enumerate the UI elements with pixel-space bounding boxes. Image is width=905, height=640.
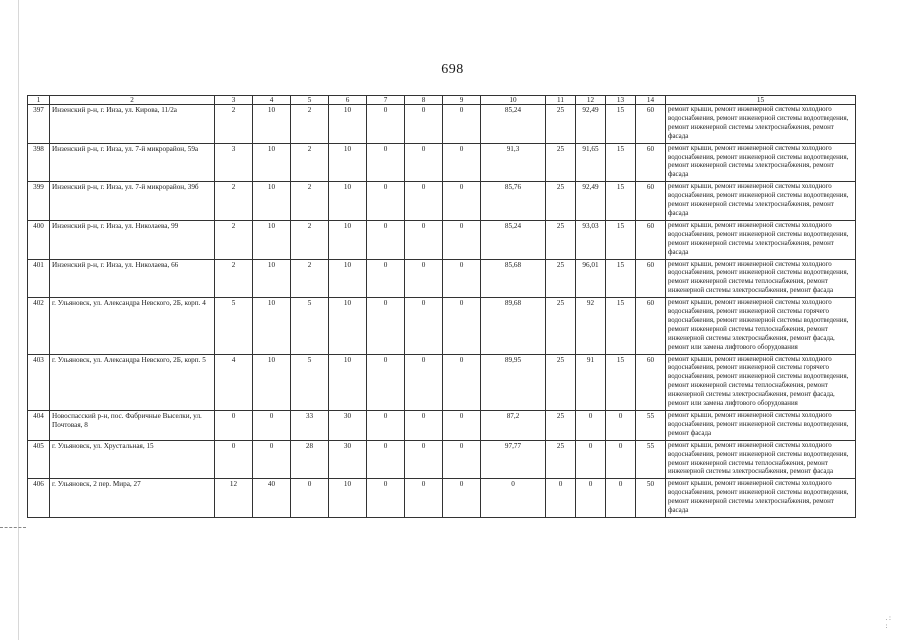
address-cell: Инзенский р-н, г. Инза, ул. Николаева, 99 <box>50 220 215 259</box>
col-9-cell: 0 <box>443 298 481 354</box>
col-6-cell: 30 <box>329 411 367 441</box>
column-header-8: 8 <box>405 96 443 105</box>
col-6-cell: 10 <box>329 220 367 259</box>
col-10-cell: 91,3 <box>481 143 546 182</box>
col-9-cell: 0 <box>443 105 481 144</box>
col-9-cell: 0 <box>443 143 481 182</box>
column-header-9: 9 <box>443 96 481 105</box>
col-13-cell: 0 <box>606 479 636 518</box>
col-5-cell: 28 <box>291 440 329 479</box>
column-header-6: 6 <box>329 96 367 105</box>
col-3-cell: 2 <box>215 259 253 298</box>
col-4-cell: 10 <box>253 354 291 410</box>
col-4-cell: 10 <box>253 298 291 354</box>
col-3-cell: 0 <box>215 411 253 441</box>
col-6-cell: 10 <box>329 143 367 182</box>
header-row <box>28 96 856 105</box>
table-row <box>28 411 856 441</box>
col-8-cell: 0 <box>405 411 443 441</box>
col-14-cell: 55 <box>636 440 666 479</box>
col-11-cell: 25 <box>546 220 576 259</box>
col-14-cell: 60 <box>636 220 666 259</box>
col-4-cell: 10 <box>253 220 291 259</box>
work-types-cell: ремонт крыши, ремонт инженерной системы холодного водоснабжения, ремонт инженерной системы водоотведения, ремонт инженерной системы электроснабжения, ремонт фасада <box>666 182 856 221</box>
col-11-cell: 25 <box>546 182 576 221</box>
col-12-cell: 91 <box>576 354 606 410</box>
column-header-3: 3 <box>215 96 253 105</box>
col-8-cell: 0 <box>405 259 443 298</box>
work-types-cell: ремонт крыши, ремонт инженерной системы холодного водоснабжения, ремонт инженерной системы водоотведения, ремонт инженерной системы электроснабжения, ремонт фасада <box>666 105 856 144</box>
col-12-cell: 0 <box>576 411 606 441</box>
col-13-cell: 15 <box>606 354 636 410</box>
table-row <box>28 105 856 144</box>
col-13-cell: 15 <box>606 143 636 182</box>
col-7-cell: 0 <box>367 220 405 259</box>
col-4-cell: 0 <box>253 411 291 441</box>
work-types-cell: ремонт крыши, ремонт инженерной системы холодного водоснабжения, ремонт инженерной системы водоотведения, ремонт инженерной системы электроснабжения, ремонт фасада <box>666 479 856 518</box>
col-9-cell: 0 <box>443 354 481 410</box>
col-8-cell: 0 <box>405 440 443 479</box>
col-14-cell: 60 <box>636 143 666 182</box>
address-cell: Инзенский р-н, г. Инза, ул. 7-й микрорайон, 59а <box>50 143 215 182</box>
row-number-cell: 398 <box>28 143 50 182</box>
col-4-cell: 0 <box>253 440 291 479</box>
col-11-cell: 25 <box>546 143 576 182</box>
address-cell: г. Ульяновск, 2 пер. Мира, 27 <box>50 479 215 518</box>
col-9-cell: 0 <box>443 259 481 298</box>
col-4-cell: 10 <box>253 143 291 182</box>
table-row <box>28 182 856 221</box>
col-3-cell: 12 <box>215 479 253 518</box>
col-5-cell: 2 <box>291 105 329 144</box>
col-13-cell: 15 <box>606 105 636 144</box>
col-9-cell: 0 <box>443 220 481 259</box>
table-row <box>28 354 856 410</box>
column-header-11: 11 <box>546 96 576 105</box>
row-number-cell: 402 <box>28 298 50 354</box>
col-9-cell: 0 <box>443 411 481 441</box>
column-header-7: 7 <box>367 96 405 105</box>
col-10-cell: 85,68 <box>481 259 546 298</box>
col-13-cell: 0 <box>606 440 636 479</box>
row-number-cell: 403 <box>28 354 50 410</box>
col-14-cell: 60 <box>636 298 666 354</box>
col-5-cell: 2 <box>291 182 329 221</box>
col-5-cell: 5 <box>291 298 329 354</box>
col-7-cell: 0 <box>367 143 405 182</box>
table-row <box>28 440 856 479</box>
col-11-cell: 25 <box>546 440 576 479</box>
col-11-cell: 0 <box>546 479 576 518</box>
col-4-cell: 10 <box>253 259 291 298</box>
col-8-cell: 0 <box>405 143 443 182</box>
col-11-cell: 25 <box>546 298 576 354</box>
col-5-cell: 0 <box>291 479 329 518</box>
col-3-cell: 3 <box>215 143 253 182</box>
col-7-cell: 0 <box>367 182 405 221</box>
col-14-cell: 60 <box>636 182 666 221</box>
col-11-cell: 25 <box>546 354 576 410</box>
address-cell: г. Ульяновск, ул. Александра Невского, 2Б, корп. 5 <box>50 354 215 410</box>
col-9-cell: 0 <box>443 479 481 518</box>
address-cell: г. Ульяновск, ул. Хрустальная, 15 <box>50 440 215 479</box>
column-header-14: 14 <box>636 96 666 105</box>
col-6-cell: 10 <box>329 105 367 144</box>
col-12-cell: 93,03 <box>576 220 606 259</box>
col-5-cell: 5 <box>291 354 329 410</box>
work-types-cell: ремонт крыши, ремонт инженерной системы холодного водоснабжения, ремонт инженерной системы водоотведения, ремонт инженерной системы электроснабжения, ремонт фасада <box>666 143 856 182</box>
corner-mark: . : : <box>885 614 891 630</box>
table-header <box>28 96 856 105</box>
col-13-cell: 15 <box>606 182 636 221</box>
col-8-cell: 0 <box>405 220 443 259</box>
col-7-cell: 0 <box>367 298 405 354</box>
col-11-cell: 25 <box>546 411 576 441</box>
col-14-cell: 60 <box>636 259 666 298</box>
row-number-cell: 406 <box>28 479 50 518</box>
col-14-cell: 55 <box>636 411 666 441</box>
table-row <box>28 259 856 298</box>
col-11-cell: 25 <box>546 105 576 144</box>
column-header-5: 5 <box>291 96 329 105</box>
col-9-cell: 0 <box>443 182 481 221</box>
col-6-cell: 10 <box>329 182 367 221</box>
col-6-cell: 10 <box>329 298 367 354</box>
col-12-cell: 92 <box>576 298 606 354</box>
col-12-cell: 92,49 <box>576 105 606 144</box>
col-10-cell: 89,68 <box>481 298 546 354</box>
work-types-cell: ремонт крыши, ремонт инженерной системы холодного водоснабжения, ремонт инженерной системы водоотведения, ремонт инженерной системы теплоснабжения, ремонт инженерной системы электроснабжения, ремонт фасада <box>666 440 856 479</box>
address-cell: Новоспасский р-н, пос. Фабричные Выселки, ул. Почтовая, 8 <box>50 411 215 441</box>
col-10-cell: 85,24 <box>481 105 546 144</box>
col-3-cell: 2 <box>215 220 253 259</box>
row-number-cell: 401 <box>28 259 50 298</box>
column-header-1: 1 <box>28 96 50 105</box>
row-number-cell: 397 <box>28 105 50 144</box>
col-5-cell: 33 <box>291 411 329 441</box>
column-header-12: 12 <box>576 96 606 105</box>
work-types-cell: ремонт крыши, ремонт инженерной системы холодного водоснабжения, ремонт инженерной системы водоотведения, ремонт инженерной системы электроснабжения, ремонт фасада <box>666 220 856 259</box>
col-7-cell: 0 <box>367 354 405 410</box>
col-13-cell: 15 <box>606 298 636 354</box>
row-number-cell: 405 <box>28 440 50 479</box>
col-5-cell: 2 <box>291 259 329 298</box>
col-4-cell: 10 <box>253 105 291 144</box>
row-number-cell: 399 <box>28 182 50 221</box>
col-9-cell: 0 <box>443 440 481 479</box>
work-types-cell: ремонт крыши, ремонт инженерной системы холодного водоснабжения, ремонт инженерной системы водоотведения, ремонт фасада <box>666 411 856 441</box>
col-13-cell: 0 <box>606 411 636 441</box>
address-cell: Инзенский р-н, г. Инза, ул. 7-й микрорайон, 39б <box>50 182 215 221</box>
col-8-cell: 0 <box>405 479 443 518</box>
work-types-cell: ремонт крыши, ремонт инженерной системы холодного водоснабжения, ремонт инженерной системы горячего водоснабжения, ремонт инженерной системы водоотведения, ремонт инженерной системы теплоснабжения, ремонт инженерной системы электроснабжения, ремонт фасада, ремонт или замена лифтового оборудования <box>666 354 856 410</box>
col-7-cell: 0 <box>367 479 405 518</box>
table-row <box>28 479 856 518</box>
col-14-cell: 60 <box>636 105 666 144</box>
address-cell: Инзенский р-н, г. Инза, ул. Николаева, 66 <box>50 259 215 298</box>
col-11-cell: 25 <box>546 259 576 298</box>
column-header-10: 10 <box>481 96 546 105</box>
col-5-cell: 2 <box>291 220 329 259</box>
row-number-cell: 404 <box>28 411 50 441</box>
address-cell: Инзенский р-н, г. Инза, ул. Кирова, 11/2а <box>50 105 215 144</box>
col-7-cell: 0 <box>367 259 405 298</box>
col-12-cell: 0 <box>576 440 606 479</box>
table-row <box>28 143 856 182</box>
col-3-cell: 4 <box>215 354 253 410</box>
column-header-2: 2 <box>50 96 215 105</box>
margin-dash <box>0 527 26 528</box>
col-10-cell: 87,2 <box>481 411 546 441</box>
col-8-cell: 0 <box>405 182 443 221</box>
col-10-cell: 85,24 <box>481 220 546 259</box>
col-12-cell: 91,65 <box>576 143 606 182</box>
col-12-cell: 0 <box>576 479 606 518</box>
row-number-cell: 400 <box>28 220 50 259</box>
col-10-cell: 97,77 <box>481 440 546 479</box>
table-body <box>28 105 856 518</box>
col-10-cell: 0 <box>481 479 546 518</box>
col-7-cell: 0 <box>367 105 405 144</box>
page-number: 698 <box>441 62 464 77</box>
address-cell: г. Ульяновск, ул. Александра Невского, 2Б, корп. 4 <box>50 298 215 354</box>
col-12-cell: 96,01 <box>576 259 606 298</box>
col-3-cell: 5 <box>215 298 253 354</box>
col-7-cell: 0 <box>367 440 405 479</box>
col-10-cell: 85,76 <box>481 182 546 221</box>
col-8-cell: 0 <box>405 298 443 354</box>
work-types-cell: ремонт крыши, ремонт инженерной системы холодного водоснабжения, ремонт инженерной системы горячего водоснабжения, ремонт инженерной системы водоотведения, ремонт инженерной системы теплоснабжения, ремонт инженерной системы электроснабжения, ремонт фасада, ремонт или замена лифтового оборудования <box>666 298 856 354</box>
col-7-cell: 0 <box>367 411 405 441</box>
col-3-cell: 2 <box>215 105 253 144</box>
col-6-cell: 30 <box>329 440 367 479</box>
table-row <box>28 298 856 354</box>
col-14-cell: 60 <box>636 354 666 410</box>
col-8-cell: 0 <box>405 105 443 144</box>
col-5-cell: 2 <box>291 143 329 182</box>
column-header-15: 15 <box>666 96 856 105</box>
col-8-cell: 0 <box>405 354 443 410</box>
col-6-cell: 10 <box>329 354 367 410</box>
work-types-cell: ремонт крыши, ремонт инженерной системы холодного водоснабжения, ремонт инженерной системы водоотведения, ремонт инженерной системы теплоснабжения, ремонт инженерной системы электроснабжения, ремонт фасада <box>666 259 856 298</box>
table-row <box>28 220 856 259</box>
column-header-4: 4 <box>253 96 291 105</box>
scan-edge <box>18 0 19 640</box>
col-3-cell: 0 <box>215 440 253 479</box>
col-13-cell: 15 <box>606 259 636 298</box>
col-13-cell: 15 <box>606 220 636 259</box>
col-14-cell: 50 <box>636 479 666 518</box>
col-4-cell: 40 <box>253 479 291 518</box>
col-10-cell: 89,95 <box>481 354 546 410</box>
capital-repair-table <box>27 95 856 518</box>
col-4-cell: 10 <box>253 182 291 221</box>
column-header-13: 13 <box>606 96 636 105</box>
col-12-cell: 92,49 <box>576 182 606 221</box>
col-6-cell: 10 <box>329 479 367 518</box>
col-6-cell: 10 <box>329 259 367 298</box>
col-3-cell: 2 <box>215 182 253 221</box>
